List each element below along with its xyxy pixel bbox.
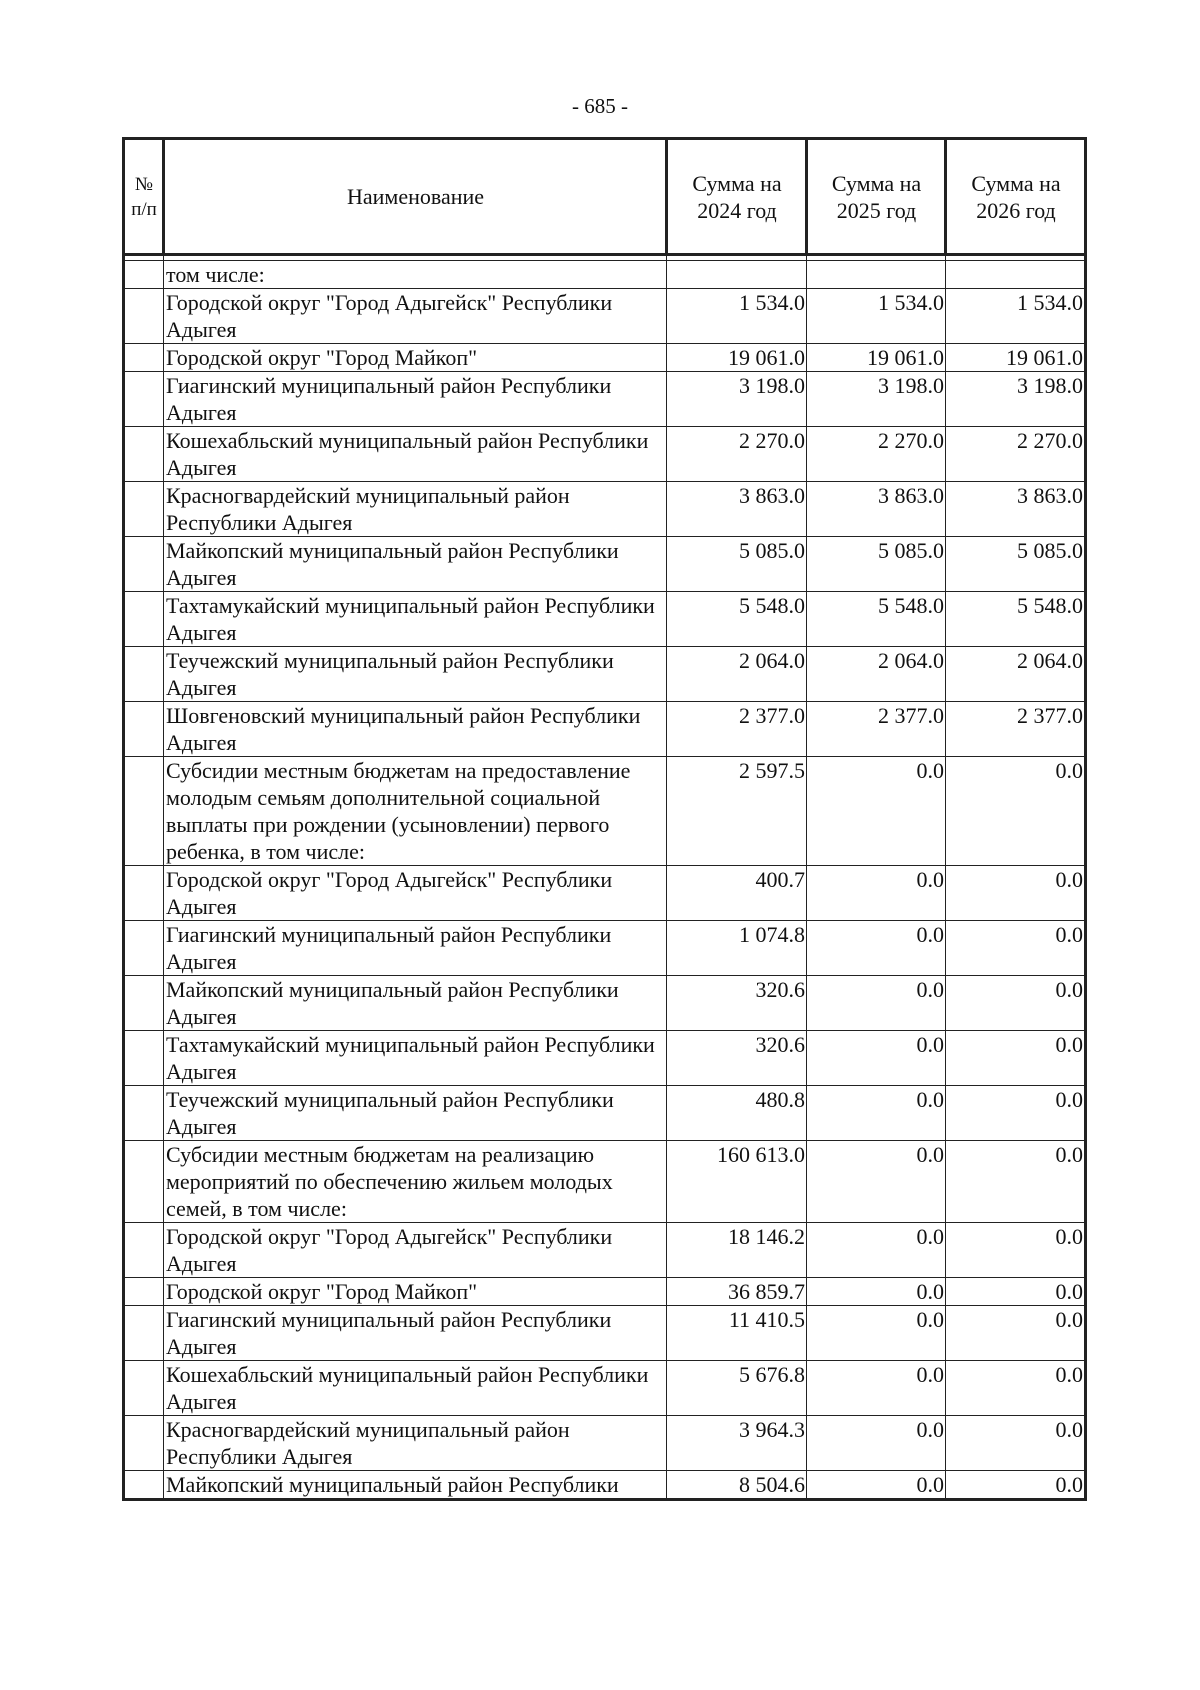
row-number bbox=[124, 261, 164, 289]
table-row bbox=[124, 1306, 1086, 1361]
header-sum-2025: Сумма на 2025 год bbox=[807, 139, 946, 255]
row-sum-2026 bbox=[946, 261, 1086, 289]
row-sum-2024: 3 964.3 bbox=[667, 1416, 807, 1471]
row-sum-2024: 2 270.0 bbox=[667, 427, 807, 482]
row-sum-2025: 3 863.0 bbox=[807, 482, 946, 537]
row-name: Городской округ "Город Майкоп" bbox=[164, 344, 667, 372]
table-row bbox=[124, 372, 1086, 427]
row-number bbox=[124, 372, 164, 427]
row-sum-2024: 5 085.0 bbox=[667, 537, 807, 592]
row-sum-2025: 3 198.0 bbox=[807, 372, 946, 427]
row-sum-2026: 0.0 bbox=[946, 757, 1086, 866]
row-sum-2024: 2 377.0 bbox=[667, 702, 807, 757]
table-header bbox=[124, 139, 1086, 255]
row-sum-2026: 3 198.0 bbox=[946, 372, 1086, 427]
row-sum-2026: 5 085.0 bbox=[946, 537, 1086, 592]
row-sum-2025: 0.0 bbox=[807, 1031, 946, 1086]
row-sum-2025: 0.0 bbox=[807, 1223, 946, 1278]
row-sum-2025: 2 064.0 bbox=[807, 647, 946, 702]
row-sum-2024: 5 676.8 bbox=[667, 1361, 807, 1416]
row-sum-2026: 0.0 bbox=[946, 1223, 1086, 1278]
table-row bbox=[124, 1361, 1086, 1416]
row-sum-2025: 0.0 bbox=[807, 1141, 946, 1223]
table-row bbox=[124, 427, 1086, 482]
table-row bbox=[124, 1416, 1086, 1471]
row-number bbox=[124, 289, 164, 344]
row-name: Городской округ "Город Адыгейск" Республики Адыгея bbox=[164, 289, 667, 344]
row-sum-2025: 0.0 bbox=[807, 921, 946, 976]
row-sum-2026: 2 064.0 bbox=[946, 647, 1086, 702]
row-number bbox=[124, 592, 164, 647]
row-number bbox=[124, 757, 164, 866]
row-sum-2025: 0.0 bbox=[807, 1471, 946, 1500]
page-number: - 685 - bbox=[572, 94, 628, 118]
row-name: Субсидии местным бюджетам на предоставление молодым семьям дополнительной социальной выплаты при рождении (усыновлении) первого ребенка, в том числе: bbox=[164, 757, 667, 866]
row-sum-2024: 36 859.7 bbox=[667, 1278, 807, 1306]
row-sum-2025: 5 085.0 bbox=[807, 537, 946, 592]
row-sum-2025: 0.0 bbox=[807, 1306, 946, 1361]
header-sum-2024: Сумма на 2024 год bbox=[667, 139, 807, 255]
row-sum-2024: 8 504.6 bbox=[667, 1471, 807, 1500]
row-sum-2026: 0.0 bbox=[946, 976, 1086, 1031]
row-sum-2024: 400.7 bbox=[667, 866, 807, 921]
row-sum-2024: 2 064.0 bbox=[667, 647, 807, 702]
table-row bbox=[124, 1223, 1086, 1278]
table-row bbox=[124, 1471, 1086, 1500]
row-sum-2026: 0.0 bbox=[946, 1471, 1086, 1500]
header-name: Наименование bbox=[164, 139, 667, 255]
row-name: Красногвардейский муниципальный район Республики Адыгея bbox=[164, 1416, 667, 1471]
row-sum-2025: 0.0 bbox=[807, 1361, 946, 1416]
row-name: Теучежский муниципальный район Республики Адыгея bbox=[164, 1086, 667, 1141]
row-number bbox=[124, 1086, 164, 1141]
header-sum-2026: Сумма на 2026 год bbox=[946, 139, 1086, 255]
row-sum-2024: 480.8 bbox=[667, 1086, 807, 1141]
row-number bbox=[124, 1223, 164, 1278]
row-name: Кошехабльский муниципальный район Республики Адыгея bbox=[164, 427, 667, 482]
row-sum-2024 bbox=[667, 261, 807, 289]
row-sum-2025: 0.0 bbox=[807, 1086, 946, 1141]
table-row bbox=[124, 592, 1086, 647]
row-sum-2025: 0.0 bbox=[807, 976, 946, 1031]
row-number bbox=[124, 1416, 164, 1471]
row-sum-2025: 0.0 bbox=[807, 1278, 946, 1306]
row-sum-2024: 320.6 bbox=[667, 1031, 807, 1086]
table-row bbox=[124, 1086, 1086, 1141]
row-name: Гиагинский муниципальный район Республики Адыгея bbox=[164, 1306, 667, 1361]
row-number bbox=[124, 921, 164, 976]
table-row bbox=[124, 537, 1086, 592]
row-sum-2024: 3 863.0 bbox=[667, 482, 807, 537]
row-number bbox=[124, 1471, 164, 1500]
header-number: № п/п bbox=[124, 139, 164, 255]
row-sum-2024: 5 548.0 bbox=[667, 592, 807, 647]
row-name: Городской округ "Город Адыгейск" Республики Адыгея bbox=[164, 1223, 667, 1278]
row-sum-2024: 19 061.0 bbox=[667, 344, 807, 372]
row-name: Гиагинский муниципальный район Республики Адыгея bbox=[164, 372, 667, 427]
table-row bbox=[124, 702, 1086, 757]
row-sum-2026: 0.0 bbox=[946, 921, 1086, 976]
row-name: Тахтамукайский муниципальный район Республики Адыгея bbox=[164, 592, 667, 647]
row-sum-2025: 5 548.0 bbox=[807, 592, 946, 647]
row-number bbox=[124, 1306, 164, 1361]
row-sum-2024: 1 074.8 bbox=[667, 921, 807, 976]
row-sum-2026: 0.0 bbox=[946, 1141, 1086, 1223]
row-number bbox=[124, 344, 164, 372]
table-row bbox=[124, 1141, 1086, 1223]
row-sum-2025: 2 377.0 bbox=[807, 702, 946, 757]
budget-table bbox=[122, 137, 1087, 1501]
row-sum-2024: 3 198.0 bbox=[667, 372, 807, 427]
table-row bbox=[124, 1278, 1086, 1306]
row-name: Майкопский муниципальный район Республики bbox=[164, 1471, 667, 1500]
row-sum-2025: 2 270.0 bbox=[807, 427, 946, 482]
row-number bbox=[124, 1031, 164, 1086]
row-name: Майкопский муниципальный район Республики Адыгея bbox=[164, 537, 667, 592]
row-number bbox=[124, 427, 164, 482]
table-row bbox=[124, 921, 1086, 976]
row-sum-2024: 11 410.5 bbox=[667, 1306, 807, 1361]
row-name: Кошехабльский муниципальный район Республики Адыгея bbox=[164, 1361, 667, 1416]
table-row bbox=[124, 289, 1086, 344]
row-number bbox=[124, 537, 164, 592]
row-name: Субсидии местным бюджетам на реализацию мероприятий по обеспечению жильем молодых семей, в том числе: bbox=[164, 1141, 667, 1223]
row-sum-2025: 0.0 bbox=[807, 1416, 946, 1471]
row-number bbox=[124, 482, 164, 537]
row-sum-2026: 2 377.0 bbox=[946, 702, 1086, 757]
row-sum-2026: 0.0 bbox=[946, 1086, 1086, 1141]
table-row bbox=[124, 976, 1086, 1031]
row-sum-2026: 0.0 bbox=[946, 1278, 1086, 1306]
row-number bbox=[124, 976, 164, 1031]
row-name: Шовгеновский муниципальный район Республики Адыгея bbox=[164, 702, 667, 757]
row-sum-2026: 2 270.0 bbox=[946, 427, 1086, 482]
row-number bbox=[124, 1278, 164, 1306]
row-sum-2026: 3 863.0 bbox=[946, 482, 1086, 537]
row-name: Красногвардейский муниципальный район Республики Адыгея bbox=[164, 482, 667, 537]
row-sum-2024: 2 597.5 bbox=[667, 757, 807, 866]
row-name: Майкопский муниципальный район Республики Адыгея bbox=[164, 976, 667, 1031]
row-sum-2026: 1 534.0 bbox=[946, 289, 1086, 344]
row-sum-2026: 0.0 bbox=[946, 1306, 1086, 1361]
row-name: Городской округ "Город Майкоп" bbox=[164, 1278, 667, 1306]
row-sum-2026: 5 548.0 bbox=[946, 592, 1086, 647]
row-name: Теучежский муниципальный район Республики Адыгея bbox=[164, 647, 667, 702]
row-number bbox=[124, 702, 164, 757]
row-sum-2024: 160 613.0 bbox=[667, 1141, 807, 1223]
row-number bbox=[124, 1361, 164, 1416]
row-sum-2026: 19 061.0 bbox=[946, 344, 1086, 372]
row-sum-2024: 320.6 bbox=[667, 976, 807, 1031]
row-number bbox=[124, 1141, 164, 1223]
row-sum-2024: 18 146.2 bbox=[667, 1223, 807, 1278]
table-body bbox=[124, 255, 1086, 1500]
row-name: Тахтамукайский муниципальный район Республики Адыгея bbox=[164, 1031, 667, 1086]
row-name: Гиагинский муниципальный район Республики Адыгея bbox=[164, 921, 667, 976]
table-row bbox=[124, 261, 1086, 289]
row-sum-2025: 19 061.0 bbox=[807, 344, 946, 372]
row-sum-2026: 0.0 bbox=[946, 1031, 1086, 1086]
row-sum-2025: 1 534.0 bbox=[807, 289, 946, 344]
row-name: том числе: bbox=[164, 261, 667, 289]
row-sum-2026: 0.0 bbox=[946, 866, 1086, 921]
table-row bbox=[124, 482, 1086, 537]
row-sum-2024: 1 534.0 bbox=[667, 289, 807, 344]
row-name: Городской округ "Город Адыгейск" Республики Адыгея bbox=[164, 866, 667, 921]
table-row bbox=[124, 866, 1086, 921]
table-row bbox=[124, 1031, 1086, 1086]
table-row bbox=[124, 647, 1086, 702]
row-sum-2025: 0.0 bbox=[807, 757, 946, 866]
row-sum-2026: 0.0 bbox=[946, 1416, 1086, 1471]
table-row bbox=[124, 757, 1086, 866]
row-sum-2025: 0.0 bbox=[807, 866, 946, 921]
row-number bbox=[124, 866, 164, 921]
row-sum-2025 bbox=[807, 261, 946, 289]
row-number bbox=[124, 647, 164, 702]
row-sum-2026: 0.0 bbox=[946, 1361, 1086, 1416]
table-row bbox=[124, 344, 1086, 372]
